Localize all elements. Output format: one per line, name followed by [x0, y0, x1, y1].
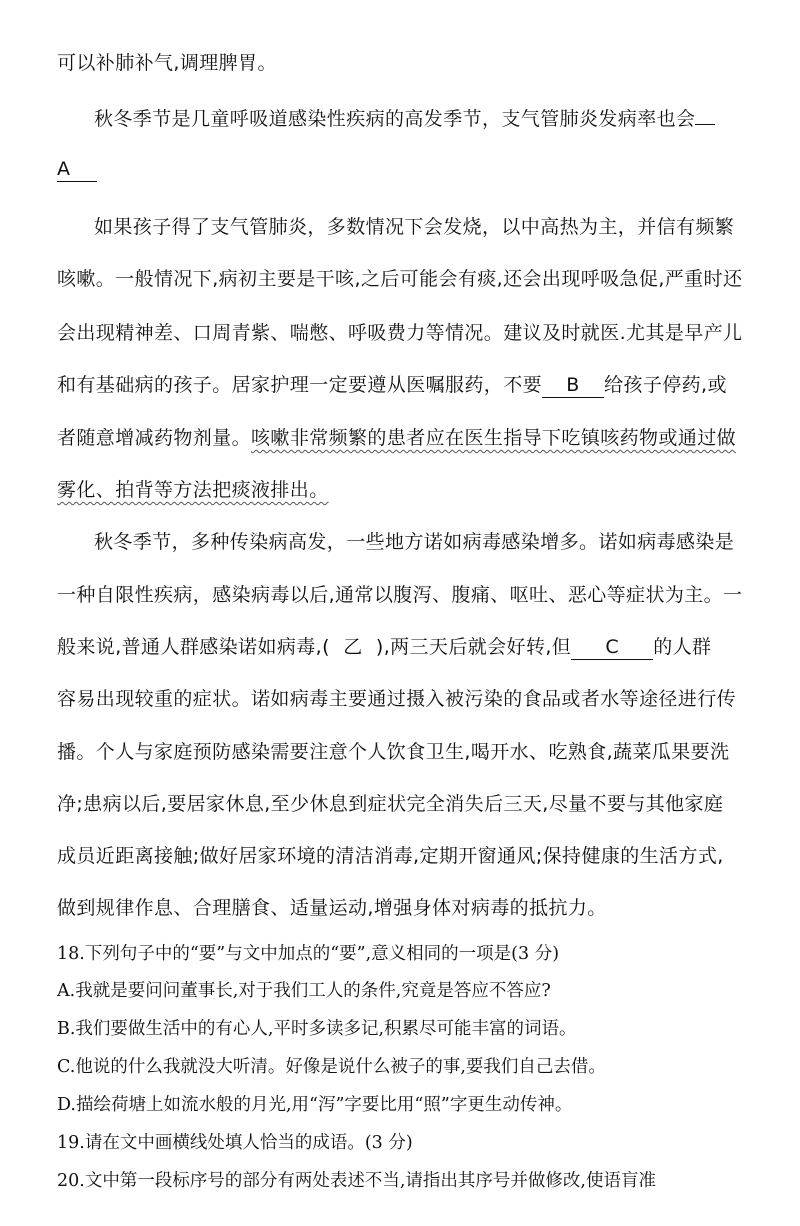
passage-text: ),两三天后就会好转,但 [375, 636, 572, 658]
passage-line: 播。个人与家庭预防感染需要注意个人饮食卫生,喝开水、吃熟食,蔬菜瓜果要洗 [57, 741, 730, 763]
passage-text: 给孩子停药,或 [604, 374, 727, 396]
passage-line [57, 423, 736, 450]
paren-b-label: 乙 [343, 636, 363, 658]
passage-line: 如果孩子得了支气管肺炎，多数情况下会发烧，以中高热为主，并信有频繁 [94, 216, 735, 238]
passage-line: 做到规律作息、合理膳食、适量运动,增强身体对病毒的抵抗力。 [57, 897, 607, 919]
passage-text: 秋冬季节是几童呼吸道感染性疾病的高发季节，支气管肺炎发病率也会 [94, 108, 696, 130]
passage-text: 的人群 [653, 636, 712, 658]
passage-line [57, 632, 711, 660]
passage-line: 净;患病以后,要居家休息,至少休息到症状完全消失后三天,尽量不要与其他家庭 [57, 793, 724, 815]
blank-b: B [542, 376, 604, 398]
passage-line [57, 475, 329, 502]
passage-text: 者随意增减药物剂量。 [57, 427, 252, 449]
passage-text: 般来说,普通人群感染诺如病毒,( [57, 636, 330, 658]
answer-blank [695, 122, 715, 125]
question-18-option-d: D.描绘荷塘上如流水般的月光,用“泻”字要比用“照”字更生动传神。 [57, 1095, 573, 1115]
passage-line [57, 370, 727, 398]
question-18-stem: 18.下列句子中的“要”与文中加点的“要”,意义相同的一项是(3 分) [57, 944, 560, 964]
passage-line [57, 158, 97, 182]
question-20: 20.文中第一段标序号的部分有两处表述不当,请指出其序号并做修改,使语肓准 [57, 1171, 656, 1191]
question-18-option-c: C.他说的什么我就没大听清。好像是说什么被子的事,要我们自己去借。 [57, 1057, 606, 1077]
wavy-underlined-sentence: 咳嗽非常频繁的患者应在医生指导下吃镇咳药物或通过做 [251, 427, 737, 449]
question-18-option-b: B.我们要做生活中的有心人,平时多读多记,积累尽可能丰富的词语。 [57, 1019, 577, 1039]
passage-line [94, 104, 715, 131]
passage-line: 咳嗽。一般情况下,病初主要是干咳,之后可能会有痰,还会出现呼吸急促,严重时还 [57, 268, 743, 290]
passage-line: 秋冬季节，多种传染病高发，一些地方诺如病毒感染增多。诺如病毒感染是 [94, 531, 735, 553]
wavy-underlined-sentence: 雾化、拍背等方法把痰液排出。 [57, 479, 329, 501]
question-18-option-a: A.我就是要问问董事长,对于我们工人的条件,究竟是答应不答应? [57, 981, 551, 1001]
question-19: 19.请在文中画横线处填人恰当的成语。(3 分) [57, 1133, 413, 1153]
blank-a: A [57, 160, 97, 182]
passage-line: 容易出现较重的症状。诺如病毒主要通过摄入被污染的食品或者水等途径进行传 [57, 688, 737, 710]
passage-line: 会出现精神差、口周青紫、喘憋、呼吸费力等情况。建议及时就医.尤其是早产儿 [57, 322, 743, 344]
passage-line: 一种自限性疾病，感染病毒以后,通常以腹泻、腹痛、呕吐、恶心等症状为主。一 [57, 584, 743, 606]
passage-line: 成员近距离接触;做好居家环境的清洁消毒,定期开窗通风;保持健康的生活方式, [57, 845, 724, 867]
blank-c: C [571, 638, 653, 660]
passage-text: 和有基础病的孩子。居家护理一定要遵从医嘱服药，不要 [57, 374, 543, 396]
passage-line: 可以补肺补气,调理脾胃。 [57, 52, 277, 74]
